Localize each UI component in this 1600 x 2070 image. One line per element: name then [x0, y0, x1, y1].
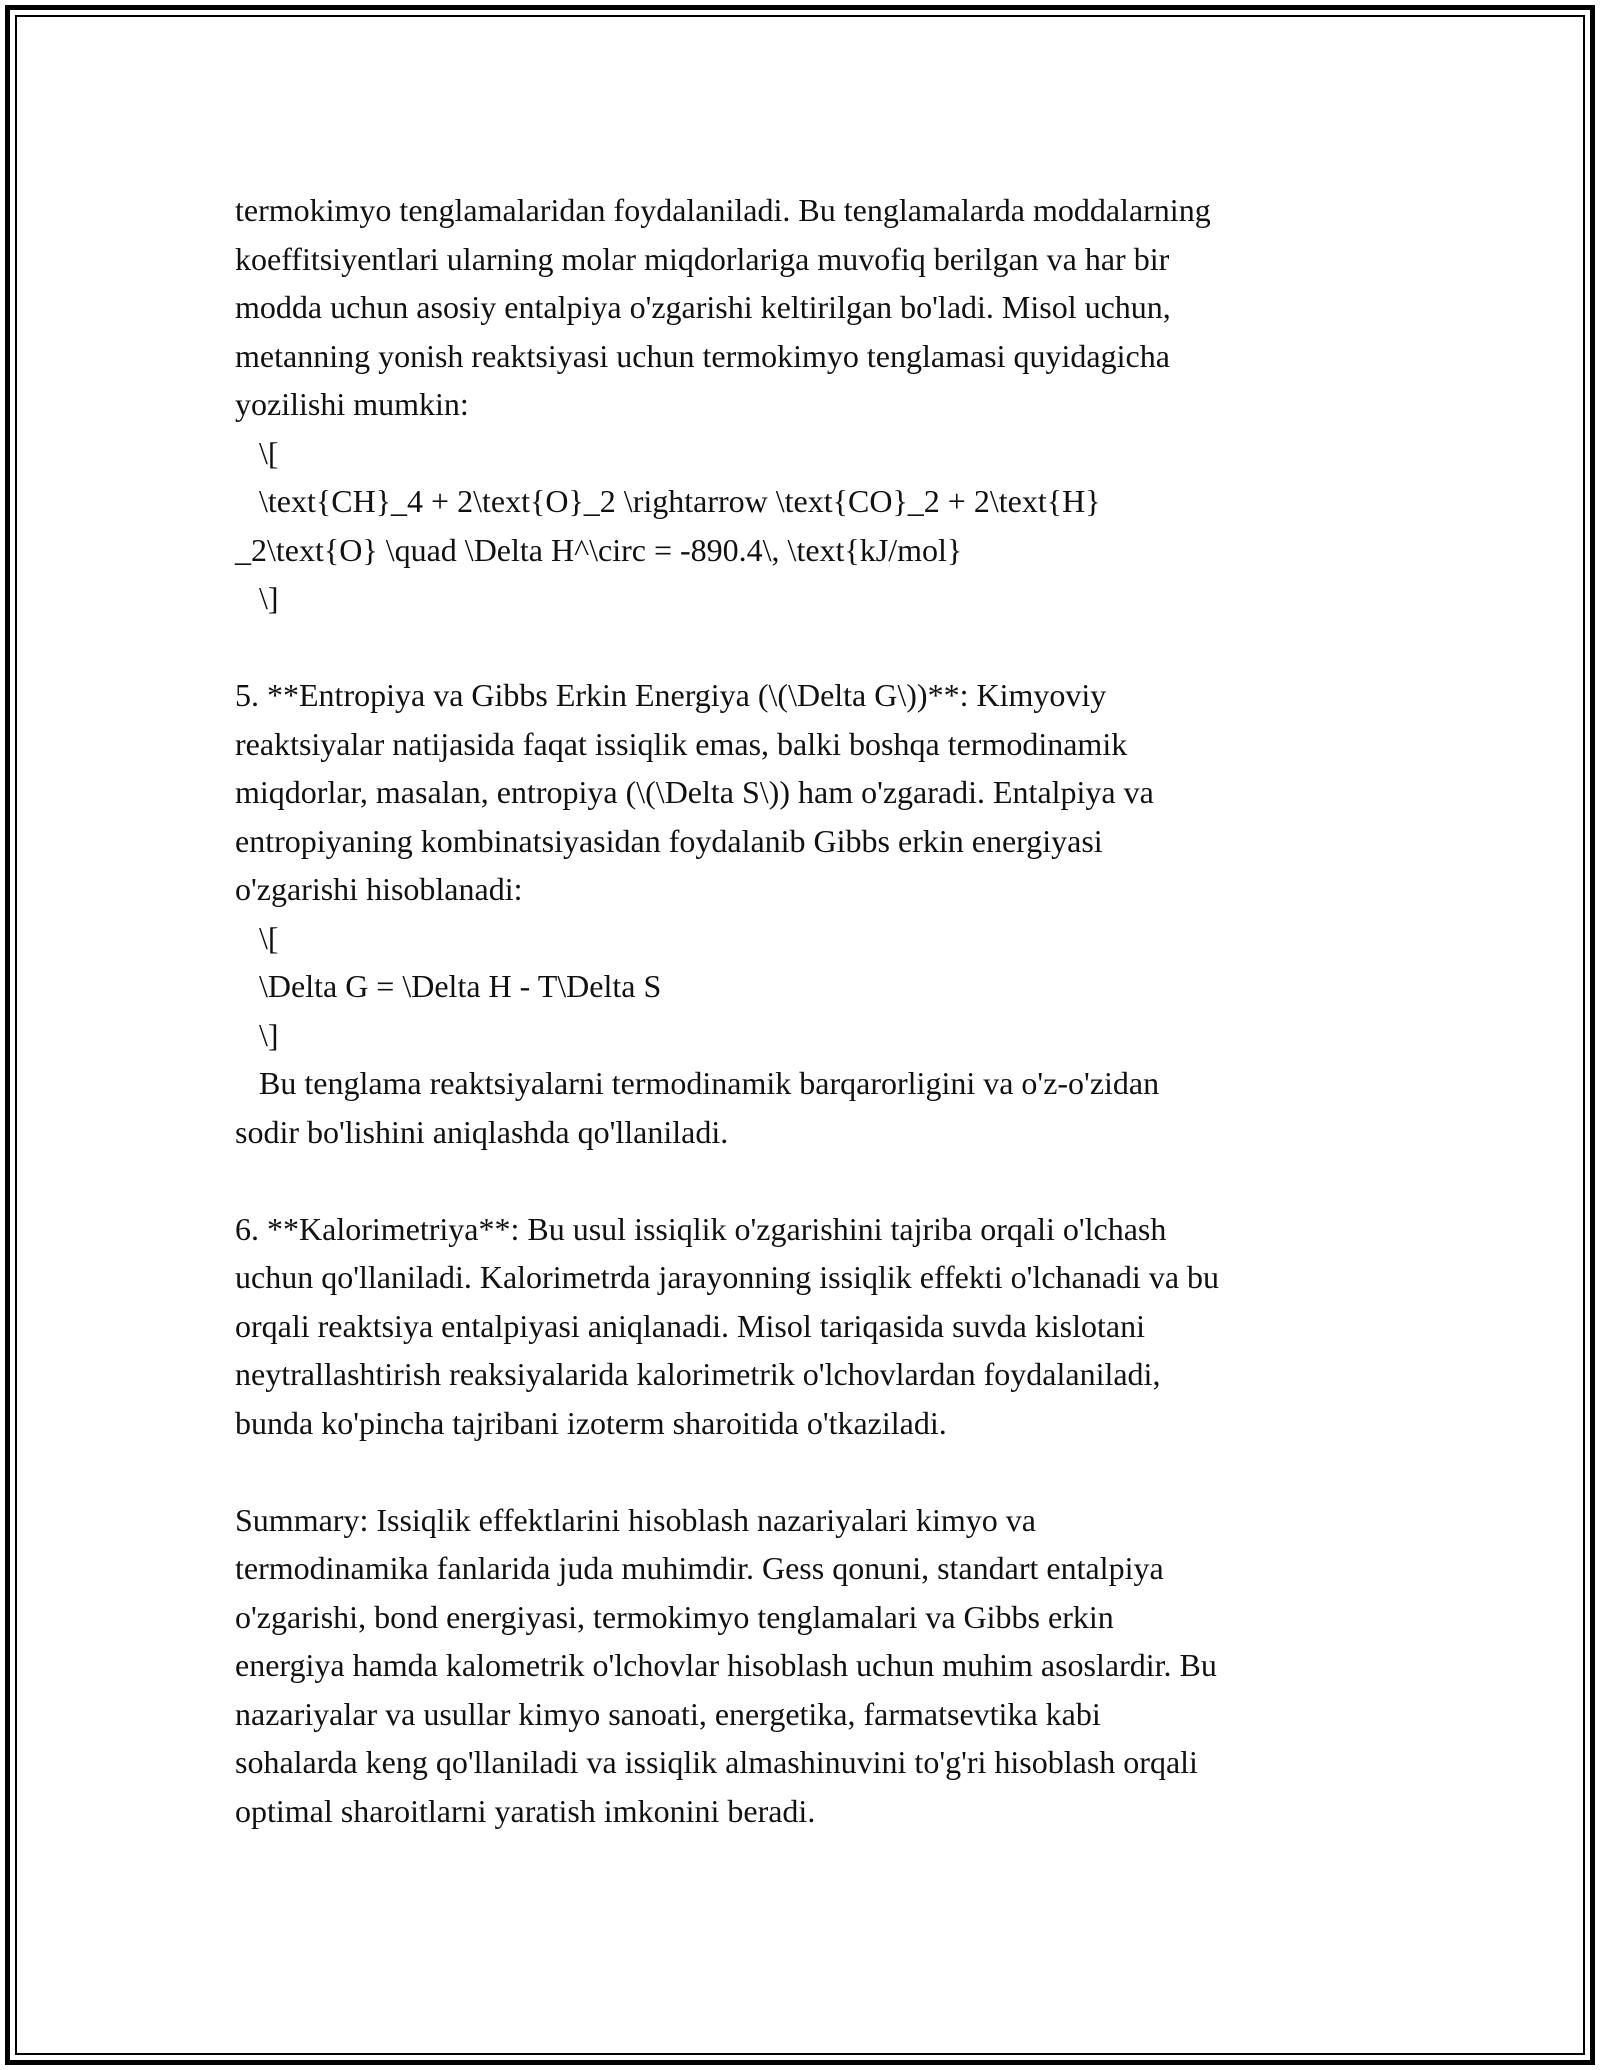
equation-line: \[	[235, 434, 279, 471]
equation-line: \]	[235, 580, 279, 616]
text-line: koeffitsiyentlari ularning molar miqdorlariga muvofiq berilgan va har bir	[235, 240, 1170, 277]
text-line: nazariyalar va usullar kimyo sanoati, energetika, farmatsevtika kabi	[235, 1695, 1101, 1732]
equation-line: \[	[235, 919, 279, 956]
text-line: optimal sharoitlarni yaratish imkonini beradi.	[235, 1792, 816, 1829]
text-line: sodir bo'lishini aniqlashda qo'llaniladi.	[235, 1113, 729, 1150]
text-line: modda uchun asosiy entalpiya o'zgarishi keltirilgan bo'ladi. Misol uchun,	[235, 289, 1171, 325]
text-line: 6. **Kalorimetriya**: Bu usul issiqlik o'zgarishini tajriba orqali o'lchash	[235, 1210, 1167, 1247]
text-line: miqdorlar, masalan, entropiya (\(\Delta S\)) ham o'zgaradi. Entalpiya va	[235, 774, 1154, 810]
text-line: termokimyo tenglamalaridan foydalaniladi. Bu tenglamalarda moddalarning	[235, 192, 1211, 228]
text-line: bunda ko'pincha tajribani izoterm sharoitida o'tkaziladi.	[235, 1404, 947, 1441]
text-line: termodinamika fanlarida juda muhimdir. Gess qonuni, standart entalpiya	[235, 1550, 1164, 1586]
document-body	[235, 186, 1385, 1835]
text-line: reaktsiyalar natijasida faqat issiqlik emas, balki boshqa termodinamik	[235, 725, 1128, 762]
blank-line	[235, 623, 1385, 672]
text-line: o'zgarishi, bond energiyasi, termokimyo tenglamalari va Gibbs erkin	[235, 1598, 1114, 1635]
equation-line: \Delta G = \Delta H - T\Delta S	[235, 968, 662, 1004]
text-line: neytrallashtirish reaksiyalarida kalorimetrik o'lchovlardan foydalaniladi,	[235, 1356, 1161, 1392]
text-line: o'zgarishi hisoblanadi:	[235, 871, 523, 907]
text-line: orqali reaktsiya entalpiyasi aniqlanadi. Misol tariqasida suvda kislotani	[235, 1307, 1145, 1344]
text-line: Bu tenglama reaktsiyalarni termodinamik barqarorligini va o'z-o'zidan	[235, 1065, 1160, 1101]
text-line: metanning yonish reaktsiyasi uchun termokimyo tenglamasi quyidagicha	[235, 337, 1170, 374]
equation-line: \text{CH}_4 + 2\text{O}_2 \rightarrow \text{CO}_2 + 2\text{H}	[235, 483, 1101, 519]
text-line: energiya hamda kalometrik o'lchovlar hisoblash uchun muhim asoslardir. Bu	[235, 1647, 1217, 1683]
blank-line	[235, 1156, 1385, 1205]
text-line: Summary: Issiqlik effektlarini hisoblash nazariyalari kimyo va	[235, 1501, 1036, 1538]
equation-line: \]	[235, 1016, 279, 1053]
text-line: entropiyaning kombinatsiyasidan foydalanib Gibbs erkin energiyasi	[235, 822, 1103, 859]
text-line: 5. **Entropiya va Gibbs Erkin Energiya (\(\Delta G\))**: Kimyoviy	[235, 677, 1107, 713]
equation-line: _2\text{O} \quad \Delta H^\circ = -890.4\, \text{kJ/mol}	[235, 531, 963, 568]
text-line: yozilishi mumkin:	[235, 386, 469, 422]
blank-line	[235, 1447, 1385, 1496]
text-line: sohalarda keng qo'llaniladi va issiqlik almashinuvini to'g'ri hisoblash orqali	[235, 1744, 1198, 1780]
text-line: uchun qo'llaniladi. Kalorimetrda jarayonning issiqlik effekti o'lchanadi va bu	[235, 1259, 1220, 1295]
